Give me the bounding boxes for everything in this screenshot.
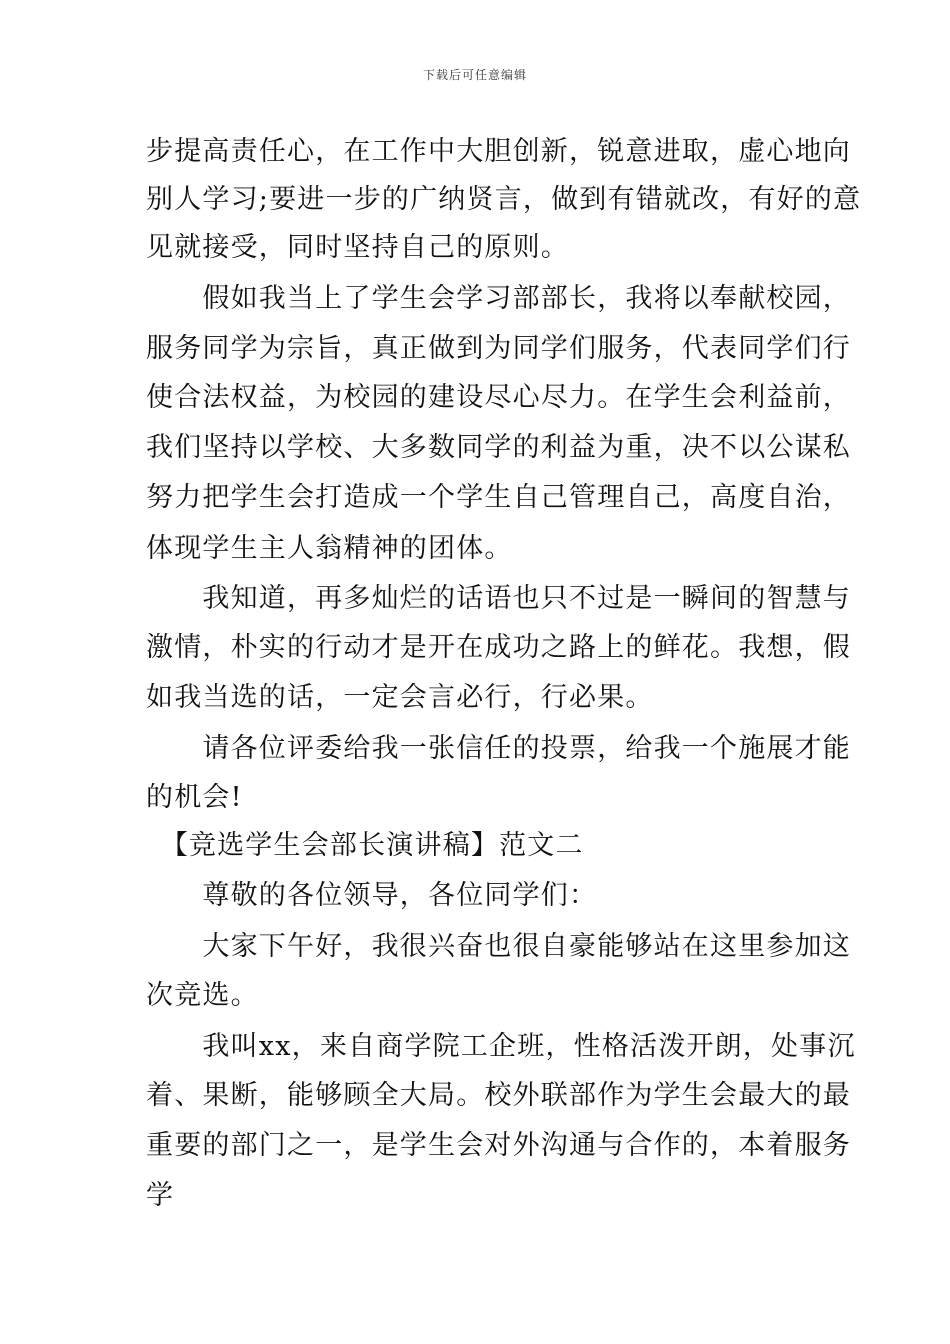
text-line: 激情，朴实的行动才是开在成功之路上的鲜花。我想，假 — [146, 632, 851, 663]
text-line: 重要的部门之一，是学生会对外沟通与合作的，本着服务 — [146, 1130, 851, 1161]
text-line: 体现学生主人翁精神的团体。 — [146, 533, 513, 564]
text-line: 着、果断，能够顾全大局。校外联部作为学生会最大的最 — [146, 1080, 851, 1111]
salutation: 尊敬的各位领导，各位同学们： — [146, 880, 598, 911]
text-line: 努力把学生会打造成一个学生自己管理自己，高度自治， — [146, 482, 851, 513]
paragraph-start: 请各位评委给我一张信任的投票，给我一个施展才能 — [146, 733, 851, 764]
text-line: 如我当选的话，一定会言必行，行必果。 — [146, 682, 654, 713]
paragraph-start: 大家下午好，我很兴奋也很自豪能够站在这里参加这 — [146, 931, 851, 962]
text-line: 我们坚持以学校、大多数同学的利益为重，决不以公谋私 — [146, 432, 851, 463]
paragraph-start: 我知道，再多灿烂的话语也只不过是一瞬间的智慧与 — [146, 583, 851, 614]
paragraph-start: 假如我当上了学生会学习部部长，我将以奉献校园， — [146, 283, 851, 314]
text-line: 服务同学为宗旨，真正做到为同学们服务，代表同学们行 — [146, 333, 851, 364]
text-line: 次竞选。 — [146, 980, 259, 1011]
text-line: 步提高责任心，在工作中大胆创新，锐意进取，虚心地向 — [146, 136, 851, 167]
section-title: 【竞选学生会部长演讲稿】范文二 — [146, 830, 584, 861]
text-line: 使合法权益，为校园的建设尽心尽力。在学生会利益前， — [146, 382, 851, 413]
text-line: 学 — [146, 1180, 175, 1211]
text-line: 见就接受，同时坚持自己的原则。 — [146, 232, 569, 263]
text-line: 的机会! — [146, 782, 243, 813]
text-line: 别人学习;要进一步的广纳贤言，做到有错就改，有好的意 — [146, 184, 862, 215]
page-header: 下载后可任意编辑 — [422, 68, 527, 82]
paragraph-start: 我叫xx，来自商学院工企班，性格活泼开朗，处事沉 — [146, 1031, 856, 1062]
